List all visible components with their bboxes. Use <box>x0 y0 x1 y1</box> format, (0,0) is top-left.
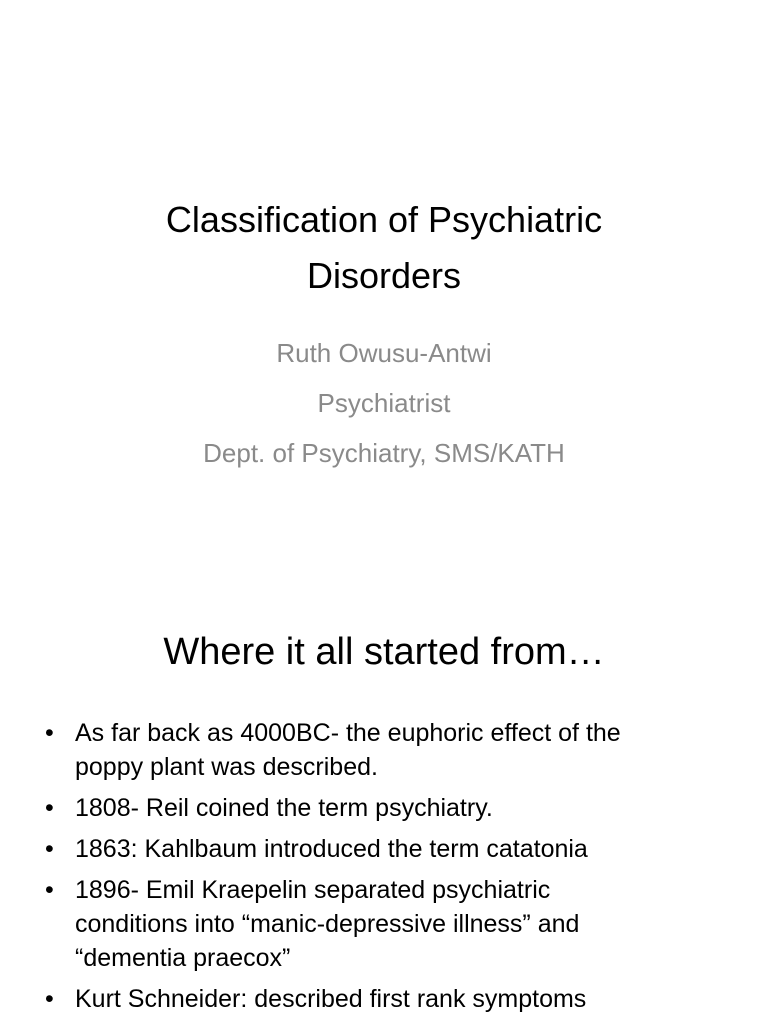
bullet-list <box>40 716 740 1023</box>
bullet-icon: • <box>45 876 54 904</box>
title-line: Disorders <box>306 255 462 296</box>
bullet-text-line: 1863: Kahlbaum introduced the term catatonia <box>75 835 588 863</box>
bullet-text-line: conditions into “manic-depressive illness” and <box>75 910 580 938</box>
bullet-text-line: poppy plant was described. <box>75 753 378 781</box>
bullet-text-line: 1896- Emil Kraepelin separated psychiatric <box>75 876 551 904</box>
bullet-item <box>40 791 740 825</box>
bullet-icon: • <box>45 719 54 747</box>
presentation-subtitle <box>60 328 708 478</box>
history-slide <box>0 576 768 1024</box>
title-line: Classification of Psychiatric <box>165 199 603 240</box>
author-name: Ruth Owusu-Antwi <box>276 338 492 368</box>
bullet-icon: • <box>45 985 54 1013</box>
author-role: Psychiatrist <box>317 388 451 418</box>
slide-title: Where it all started from… <box>163 631 605 673</box>
bullet-text-line: As far back as 4000BC- the euphoric effect of the <box>75 719 621 747</box>
bullet-icon: • <box>45 794 54 822</box>
bullet-text-line: 1808- Reil coined the term psychiatry. <box>75 794 493 822</box>
bullet-item <box>40 982 740 1016</box>
bullet-text-line: “dementia praecox” <box>75 944 291 972</box>
bullet-icon: • <box>45 835 54 863</box>
bullet-item <box>40 716 740 784</box>
bullet-item <box>40 873 740 975</box>
bullet-text-line: Kurt Schneider: described first rank symptoms <box>75 985 587 1013</box>
presentation-title <box>60 192 708 304</box>
author-department: Dept. of Psychiatry, SMS/KATH <box>203 438 565 468</box>
bullet-item <box>40 832 740 866</box>
